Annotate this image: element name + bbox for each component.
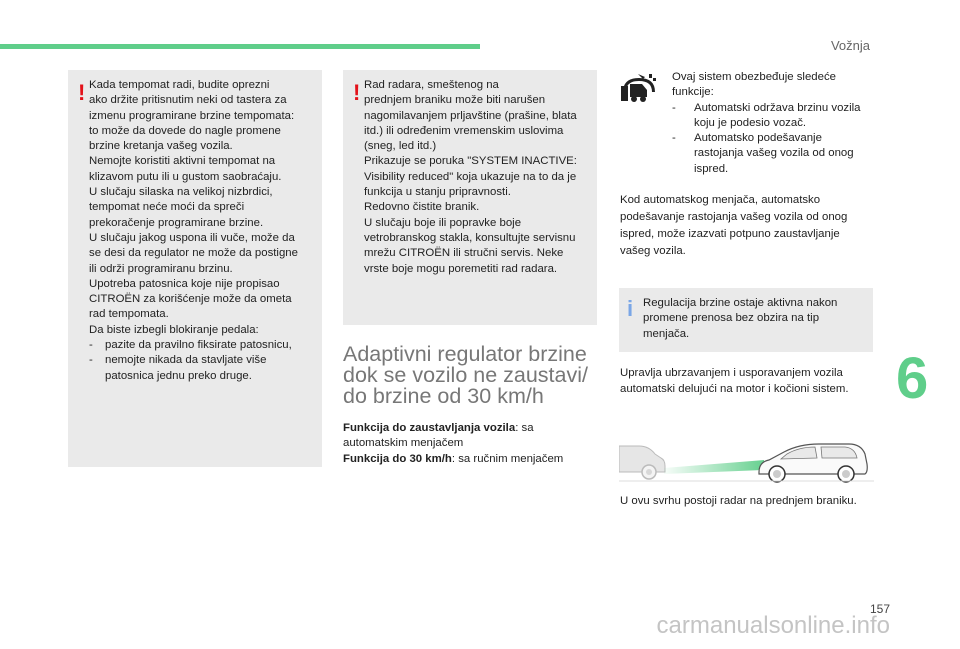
info-line: menjača. (643, 327, 690, 340)
watermark: carmanualsonline.info (656, 612, 890, 639)
list-item (672, 101, 872, 132)
info-text (643, 296, 867, 342)
warning-line: ako držite pritisnutim neki od tastera za (89, 94, 287, 107)
warning-line: funkcija u stanju pripravnosti. (364, 186, 511, 199)
text-line: automatski delujući na motor i kočioni sistem. (620, 382, 849, 395)
info-line: promene prenosa bez obzira na tip (643, 312, 820, 325)
function-line: automatskim menjačem (343, 437, 464, 450)
warning-icon: ! (78, 80, 86, 105)
page-number: 157 (869, 602, 890, 616)
warning-line: prednjem braniku može biti narušen (364, 94, 546, 107)
list-item (672, 131, 872, 177)
text-line: Ovaj sistem obezbeđuje sledeće (672, 71, 836, 83)
warning-line: CITROËN za korišćenje može da ometa (89, 293, 292, 306)
acceleration-paragraph (620, 366, 875, 397)
text-line: funkcije: (672, 86, 714, 99)
warning-line: tempomat neće moći da spreči (89, 201, 245, 214)
text-line: Upravlja ubrzavanjem i usporavanjem vozila (620, 367, 843, 379)
section-title: Vožnja (830, 38, 870, 53)
warning-line: nagomilavanjem prljavštine (prašine, blata (364, 109, 577, 122)
chapter-number: 6 (896, 346, 929, 411)
warning-text (364, 78, 591, 277)
warning-line: Redovno čistite branik. (364, 201, 480, 214)
adaptive-cruise-control-icon (619, 70, 659, 104)
warning-line: vetrobranskog stakla, konsultujte servisnu (364, 231, 576, 244)
warning-line: U slučaju boje ili popravke boje (364, 216, 522, 229)
list-dash: - (672, 132, 676, 145)
section-accent-bar (0, 44, 480, 49)
list-item (89, 353, 316, 384)
warning-line: (sneg, led itd.) (364, 140, 437, 153)
text-line: Kod automatskog menjača, automatsko (620, 194, 821, 206)
function-detail: : sa ručnim menjačem (451, 452, 564, 465)
list-item-text: Automatski održava brzinu vozila koju je podesio vozač. (694, 101, 861, 129)
info-icon: i (627, 296, 634, 321)
heading-line: do brzine od 30 km/h (343, 384, 544, 408)
info-box (619, 288, 873, 352)
warning-line: Kada tempomat radi, budite oprezni (89, 79, 270, 91)
list-item-text: nemojte nikada da stavljate više patosnica jednu preko druge. (105, 354, 267, 382)
warning-line: se desi da regulator ne može da postigne (89, 247, 298, 260)
warning-box-cruise-control (68, 70, 322, 467)
warning-line: Upotreba patosnica koje nije propisao (89, 277, 280, 290)
warning-line: rad tempomata. (89, 308, 169, 321)
heading-line: dok se vozilo ne zaustavi/ (343, 363, 588, 387)
radar-car-illustration (619, 432, 874, 484)
function-name: Funkcija do 30 km/h (343, 452, 452, 465)
warning-line: prekoračenje programirane brzine. (89, 216, 264, 229)
function-detail: : sa (515, 422, 534, 434)
automatic-gearbox-paragraph (620, 192, 875, 260)
list-dash: - (89, 354, 93, 367)
warning-line: klizavom putu ili u gustom saobraćaju. (89, 170, 282, 183)
warning-line: brzine kretanja vašeg vozila. (89, 140, 233, 153)
warning-line: ili održi programiranu brzinu. (89, 262, 233, 275)
function-line (343, 421, 603, 436)
function-name: Funkcija do zaustavljanja vozila (343, 422, 516, 434)
list-dash: - (672, 101, 676, 114)
warning-text (89, 78, 316, 384)
section-heading (343, 344, 603, 407)
warning-line: U slučaju jakog uspona ili vuče, može da (89, 231, 295, 244)
warning-line: vrste boje mogu poremetiti rad radara. (364, 262, 558, 275)
warning-line: Prikazuje se poruka "SYSTEM INACTIVE: (364, 155, 577, 168)
text-line: ispred, može izazvati potpuno zaustavljanje (620, 228, 840, 240)
warning-line: mrežu CITROËN ili stručni servis. Neke (364, 247, 564, 260)
warning-line: Visibility reduced" koja ukazuje na to da je (364, 170, 577, 183)
warning-line: Nemojte koristiti aktivni tempomat na (89, 155, 276, 168)
radar-paragraph: U ovu svrhu postoji radar na prednjem braniku. (620, 495, 857, 507)
warning-line: to može da dovede do nagle promene (89, 124, 281, 137)
list-item (89, 338, 316, 353)
warning-line: Da biste izbegli blokiranje pedala: (89, 323, 259, 336)
info-line: Regulacija brzine ostaje aktivna nakon (643, 297, 838, 309)
list-item-text: Automatsko podešavanje rastojanja vašeg vozila od onog ispred. (694, 132, 854, 175)
warning-box-radar (343, 70, 597, 325)
warning-line: Rad radara, smeštenog na (364, 79, 499, 91)
list-item-text: pazite da pravilno fiksirate patosnicu, (105, 339, 292, 352)
function-line (343, 452, 603, 467)
intro-text (672, 70, 872, 177)
text-line: vašeg vozila. (620, 245, 686, 257)
heading-line: Adaptivni regulator brzine (343, 342, 587, 366)
function-description (343, 421, 603, 467)
text-line: podešavanje rastojanja vašeg vozila od onog (620, 211, 848, 223)
warning-line: izmenu programirane brzine tempomata: (89, 109, 295, 122)
warning-line: itd.) ili određenim vremenskim uslovima (364, 124, 564, 137)
list-dash: - (89, 339, 93, 352)
warning-line: U slučaju silaska na velikoj nizbrdici, (89, 186, 273, 199)
warning-icon: ! (353, 80, 361, 105)
